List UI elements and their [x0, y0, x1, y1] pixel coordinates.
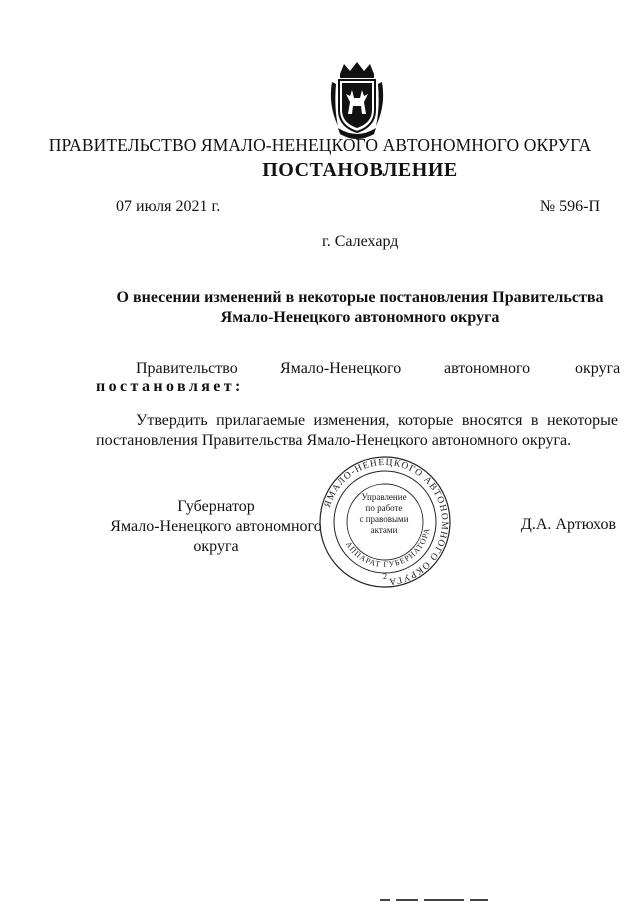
stamp-center-line-3: с правовыми — [359, 514, 409, 524]
signer-position-line-1: Губернатор — [177, 498, 255, 515]
stamp-inner-text: АППАРАТ ГУБЕРНАТОРА — [343, 526, 432, 570]
government-title: ПРАВИТЕЛЬСТВО ЯМАЛО-НЕНЕЦКОГО АВТОНОМНОГО ОКРУГА — [48, 135, 592, 155]
stamp-number: 2 — [383, 572, 387, 581]
subject-line-1: О внесении изменений в некоторые постановления Правительства — [116, 289, 604, 306]
signer-name: Д.А. Артюхов — [520, 516, 616, 533]
stamp-center-line-2: по работе — [365, 503, 403, 513]
coat-of-arms-icon — [326, 60, 388, 140]
subject-line-2: Ямало-Ненецкого автономного округа — [220, 309, 500, 326]
body-word-3: автономного — [444, 360, 531, 377]
body-word-4: округа — [575, 360, 621, 377]
document-type: ПОСТАНОВЛЕНИЕ — [262, 159, 458, 181]
signer-position-line-2: Ямало-Ненецкого автономного округа — [110, 518, 322, 555]
document-date: 07 июля 2021 г. — [116, 198, 221, 215]
city: г. Салехард — [322, 233, 399, 250]
body-word-2: Ямало-Ненецкого — [280, 360, 402, 377]
stamp-center-line-1: Управление — [361, 492, 407, 502]
stamp-center-text — [352, 492, 416, 536]
scan-artifact — [380, 898, 500, 902]
document-number: № 596-П — [539, 198, 600, 215]
stamp-center-line-4: актами — [370, 525, 398, 535]
document-subject — [100, 288, 620, 328]
stamp-outer-text: ЯМАЛО-НЕНЕЦКОГО АВТОНОМНОГО ОКРУГА — [323, 457, 450, 587]
decides-word: постановляет: — [96, 378, 244, 395]
decision-paragraph: Утвердить прилагаемые изменения, которые вносятся в некоторые постановления Правительства Ямало-Ненецкого автономного округа. — [96, 412, 618, 449]
body-word-1: Правительство — [136, 360, 238, 377]
signer-position — [96, 497, 336, 557]
